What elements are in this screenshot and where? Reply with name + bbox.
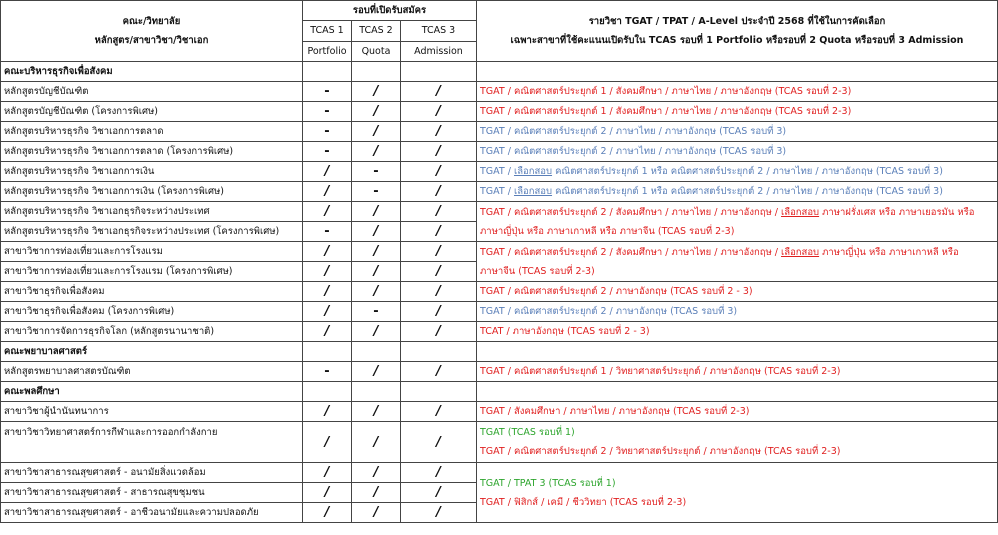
requirements: TGAT / คณิตศาสตร์ประยุกต์ 2 / ภาษาไทย / ภาษาอังกฤษ (TCAS รอบที่ 3) (477, 142, 998, 162)
tcas1-mark: / (303, 282, 352, 302)
tcas3-mark: / (401, 483, 477, 503)
tcas3-mark: / (401, 322, 477, 342)
table-row (1, 362, 998, 382)
table-row (1, 202, 998, 222)
program-name: สาขาวิชาการท่องเที่ยวและการโรงแรม (1, 242, 303, 262)
table-row (1, 322, 998, 342)
tcas2-mark: / (352, 282, 401, 302)
tcas2-mark: / (352, 422, 401, 463)
table-row (1, 122, 998, 142)
program-name: สาขาวิชาผู้นำนันทนาการ (1, 402, 303, 422)
tcas2-mark: / (352, 82, 401, 102)
tcas1-mark: - (303, 102, 352, 122)
tcas2-mark: / (352, 262, 401, 282)
tcas1-header: TCAS 1 (303, 21, 352, 41)
table-row (1, 302, 998, 322)
tcas2-mark: / (352, 142, 401, 162)
tcas3-mark: / (401, 402, 477, 422)
tcas3-mark: / (401, 242, 477, 262)
table-row (1, 282, 998, 302)
tcas1-mark: - (303, 362, 352, 382)
requirements: TGAT / คณิตศาสตร์ประยุกต์ 2 / ภาษาไทย / ภาษาอังกฤษ (TCAS รอบที่ 3) (477, 122, 998, 142)
tcas2-mark: / (352, 102, 401, 122)
tcas1-mark: / (303, 503, 352, 523)
program-name: สาขาวิชาสาธารณสุขศาสตร์ - สาธารณสุขชุมชน (1, 483, 303, 503)
program-name: สาขาวิชาสาธารณสุขศาสตร์ - อาชีวอนามัยและความปลอดภัย (1, 503, 303, 523)
table-row (1, 463, 998, 483)
subjects-title-1: รายวิชา TGAT / TPAT / A-Level ประจำปี 2568 ที่ใช้ในการคัดเลือก (588, 16, 886, 27)
program-name: หลักสูตรบริหารธุรกิจ วิชาเอกการเงิน (1, 162, 303, 182)
requirements: TGAT / เลือกสอบ คณิตศาสตร์ประยุกต์ 1 หรือ คณิตศาสตร์ประยุกต์ 2 / ภาษาไทย / ภาษาอังกฤษ (TCAS รอบที่ 3) (477, 162, 998, 182)
program-col-label: หลักสูตร/สาขาวิชา/วิชาเอก (94, 35, 209, 46)
tcas2-mark: / (352, 483, 401, 503)
tcas1-sub: Portfolio (303, 41, 352, 61)
optional-exam-link: เลือกสอบ (513, 166, 553, 177)
tcas3-mark: / (401, 422, 477, 463)
tcas3-mark: / (401, 122, 477, 142)
tcas2-mark: / (352, 122, 401, 142)
tcas2-mark: / (352, 503, 401, 523)
faculty-heading: คณะพลศึกษา (1, 382, 303, 402)
tcas1-mark: / (303, 483, 352, 503)
faculty-program-header (1, 1, 303, 62)
requirements: TGAT (TCAS รอบที่ 1) TGAT / คณิตศาสตร์ประยุกต์ 2 / วิทยาศาสตร์ประยุกต์ / ภาษาอังกฤษ (TCAS รอบที่ 2-3) (477, 422, 998, 463)
tcas1-mark: - (303, 122, 352, 142)
subjects-header (477, 1, 998, 62)
tcas1-mark: / (303, 422, 352, 463)
requirements: TGAT / เลือกสอบ คณิตศาสตร์ประยุกต์ 1 หรือ คณิตศาสตร์ประยุกต์ 2 / ภาษาไทย / ภาษาอังกฤษ (TCAS รอบที่ 3) (477, 182, 998, 202)
program-name: สาขาวิชาธุรกิจเพื่อสังคม (1, 282, 303, 302)
program-name: หลักสูตรบริหารธุรกิจ วิชาเอกการตลาด (1, 122, 303, 142)
tcas3-mark: / (401, 202, 477, 222)
program-name: หลักสูตรบัญชีบัณฑิต (1, 82, 303, 102)
tcas1-mark: / (303, 302, 352, 322)
tcas3-header: TCAS 3 (401, 21, 477, 41)
tcas1-mark: / (303, 202, 352, 222)
tcas1-mark: / (303, 162, 352, 182)
tcas2-sub: Quota (352, 41, 401, 61)
tcas3-mark: / (401, 102, 477, 122)
tcas3-mark: / (401, 463, 477, 483)
requirements: TGAT / คณิตศาสตร์ประยุกต์ 1 / วิทยาศาสตร์ประยุกต์ / ภาษาอังกฤษ (TCAS รอบที่ 2-3) (477, 362, 998, 382)
optional-exam-link: เลือกสอบ (513, 186, 553, 197)
faculty-heading: คณะพยาบาลศาสตร์ (1, 342, 303, 362)
header-row (1, 1, 998, 21)
tcas2-mark: / (352, 362, 401, 382)
tcas1-mark: / (303, 242, 352, 262)
tcas1-mark: - (303, 82, 352, 102)
tcas3-mark: / (401, 262, 477, 282)
table-row (1, 402, 998, 422)
tcas1-mark: / (303, 182, 352, 202)
program-name: สาขาวิชาวิทยาศาสตร์การกีฬาและการออกกำลังกาย (1, 422, 303, 463)
tcas3-mark: / (401, 362, 477, 382)
tcas3-mark: / (401, 162, 477, 182)
table-row (1, 182, 998, 202)
program-name: หลักสูตรบริหารธุรกิจ วิชาเอกธุรกิจระหว่างประเทศ (โครงการพิเศษ) (1, 222, 303, 242)
tcas1-mark: - (303, 142, 352, 162)
table-row (1, 142, 998, 162)
tcas2-mark: - (352, 182, 401, 202)
table-row (1, 102, 998, 122)
tcas1-mark: / (303, 322, 352, 342)
tcas3-mark: / (401, 302, 477, 322)
tcas2-mark: / (352, 242, 401, 262)
table-row (1, 422, 998, 463)
table-row (1, 82, 998, 102)
tcas2-mark: / (352, 402, 401, 422)
tcas3-mark: / (401, 142, 477, 162)
program-name: สาขาวิชาการท่องเที่ยวและการโรงแรม (โครงการพิเศษ) (1, 262, 303, 282)
program-name: หลักสูตรบัญชีบัณฑิต (โครงการพิเศษ) (1, 102, 303, 122)
program-name: หลักสูตรบริหารธุรกิจ วิชาเอกธุรกิจระหว่างประเทศ (1, 202, 303, 222)
tcas2-mark: / (352, 202, 401, 222)
program-name: สาขาวิชาสาธารณสุขศาสตร์ - อนามัยสิ่งแวดล้อม (1, 463, 303, 483)
requirements-merged: TGAT / คณิตศาสตร์ประยุกต์ 2 / สังคมศึกษา / ภาษาไทย / ภาษาอังกฤษ / เลือกสอบ ภาษาญี่ปุ่น หรือ ภาษาเกาหลี หรือ ภาษาจีน (TCAS รอบที่ 2-3) (477, 242, 998, 282)
subjects-title-2: เฉพาะสาขาที่ใช้คะแนนเปิดรับใน TCAS รอบที่ 1 Portfolio หรือรอบที่ 2 Quota หรือรอบที่ 3 Admission (510, 35, 964, 46)
requirements: TGAT / คณิตศาสตร์ประยุกต์ 1 / สังคมศึกษา / ภาษาไทย / ภาษาอังกฤษ (TCAS รอบที่ 2-3) (477, 102, 998, 122)
tcas1-mark: / (303, 262, 352, 282)
tcas1-mark: - (303, 222, 352, 242)
tcas3-sub: Admission (401, 41, 477, 61)
program-name: สาขาวิชาการจัดการธุรกิจโลก (หลักสูตรนานาชาติ) (1, 322, 303, 342)
tcas1-mark: / (303, 402, 352, 422)
tcas2-header: TCAS 2 (352, 21, 401, 41)
requirements: TGAT / คณิตศาสตร์ประยุกต์ 2 / ภาษาอังกฤษ (TCAS รอบที่ 3) (477, 302, 998, 322)
requirements: TGAT / คณิตศาสตร์ประยุกต์ 1 / สังคมศึกษา / ภาษาไทย / ภาษาอังกฤษ (TCAS รอบที่ 2-3) (477, 82, 998, 102)
tcas3-mark: / (401, 222, 477, 242)
tcas1-mark: / (303, 463, 352, 483)
tcas2-mark: / (352, 463, 401, 483)
requirements-merged: TGAT / คณิตศาสตร์ประยุกต์ 2 / สังคมศึกษา / ภาษาไทย / ภาษาอังกฤษ / เลือกสอบ ภาษาฝรั่งเศส หรือ ภาษาเยอรมัน หรือ ภาษาญี่ปุ่น หรือ ภาษาเกาหลี หรือ ภาษาจีน (TCAS รอบที่ 2-3) (477, 202, 998, 242)
tcas2-mark: / (352, 222, 401, 242)
program-name: หลักสูตรบริหารธุรกิจ วิชาเอกการตลาด (โครงการพิเศษ) (1, 142, 303, 162)
rounds-header: รอบที่เปิดรับสมัคร (303, 1, 477, 21)
tcas3-mark: / (401, 282, 477, 302)
table-row (1, 242, 998, 262)
tcas3-mark: / (401, 182, 477, 202)
requirements: TGAT / คณิตศาสตร์ประยุกต์ 2 / ภาษาอังกฤษ (TCAS รอบที่ 2 - 3) (477, 282, 998, 302)
program-name: สาขาวิชาธุรกิจเพื่อสังคม (โครงการพิเศษ) (1, 302, 303, 322)
tcas2-mark: - (352, 302, 401, 322)
requirements-merged: TGAT / TPAT 3 (TCAS รอบที่ 1) TGAT / ฟิสิกส์ / เคมี / ชีววิทยา (TCAS รอบที่ 2-3) (477, 463, 998, 523)
tcas2-mark: / (352, 322, 401, 342)
tcas3-mark: / (401, 503, 477, 523)
program-name: หลักสูตรพยาบาลศาสตรบัณฑิต (1, 362, 303, 382)
requirements: TGAT / สังคมศึกษา / ภาษาไทย / ภาษาอังกฤษ (TCAS รอบที่ 2-3) (477, 402, 998, 422)
faculty-heading: คณะบริหารธุรกิจเพื่อสังคม (1, 62, 303, 82)
table-row (1, 162, 998, 182)
tcas3-mark: / (401, 82, 477, 102)
program-name: หลักสูตรบริหารธุรกิจ วิชาเอกการเงิน (โครงการพิเศษ) (1, 182, 303, 202)
requirements: TCAT / ภาษาอังกฤษ (TCAS รอบที่ 2 - 3) (477, 322, 998, 342)
tcas2-mark: - (352, 162, 401, 182)
faculty-col-label: คณะ/วิทยาลัย (122, 16, 181, 27)
